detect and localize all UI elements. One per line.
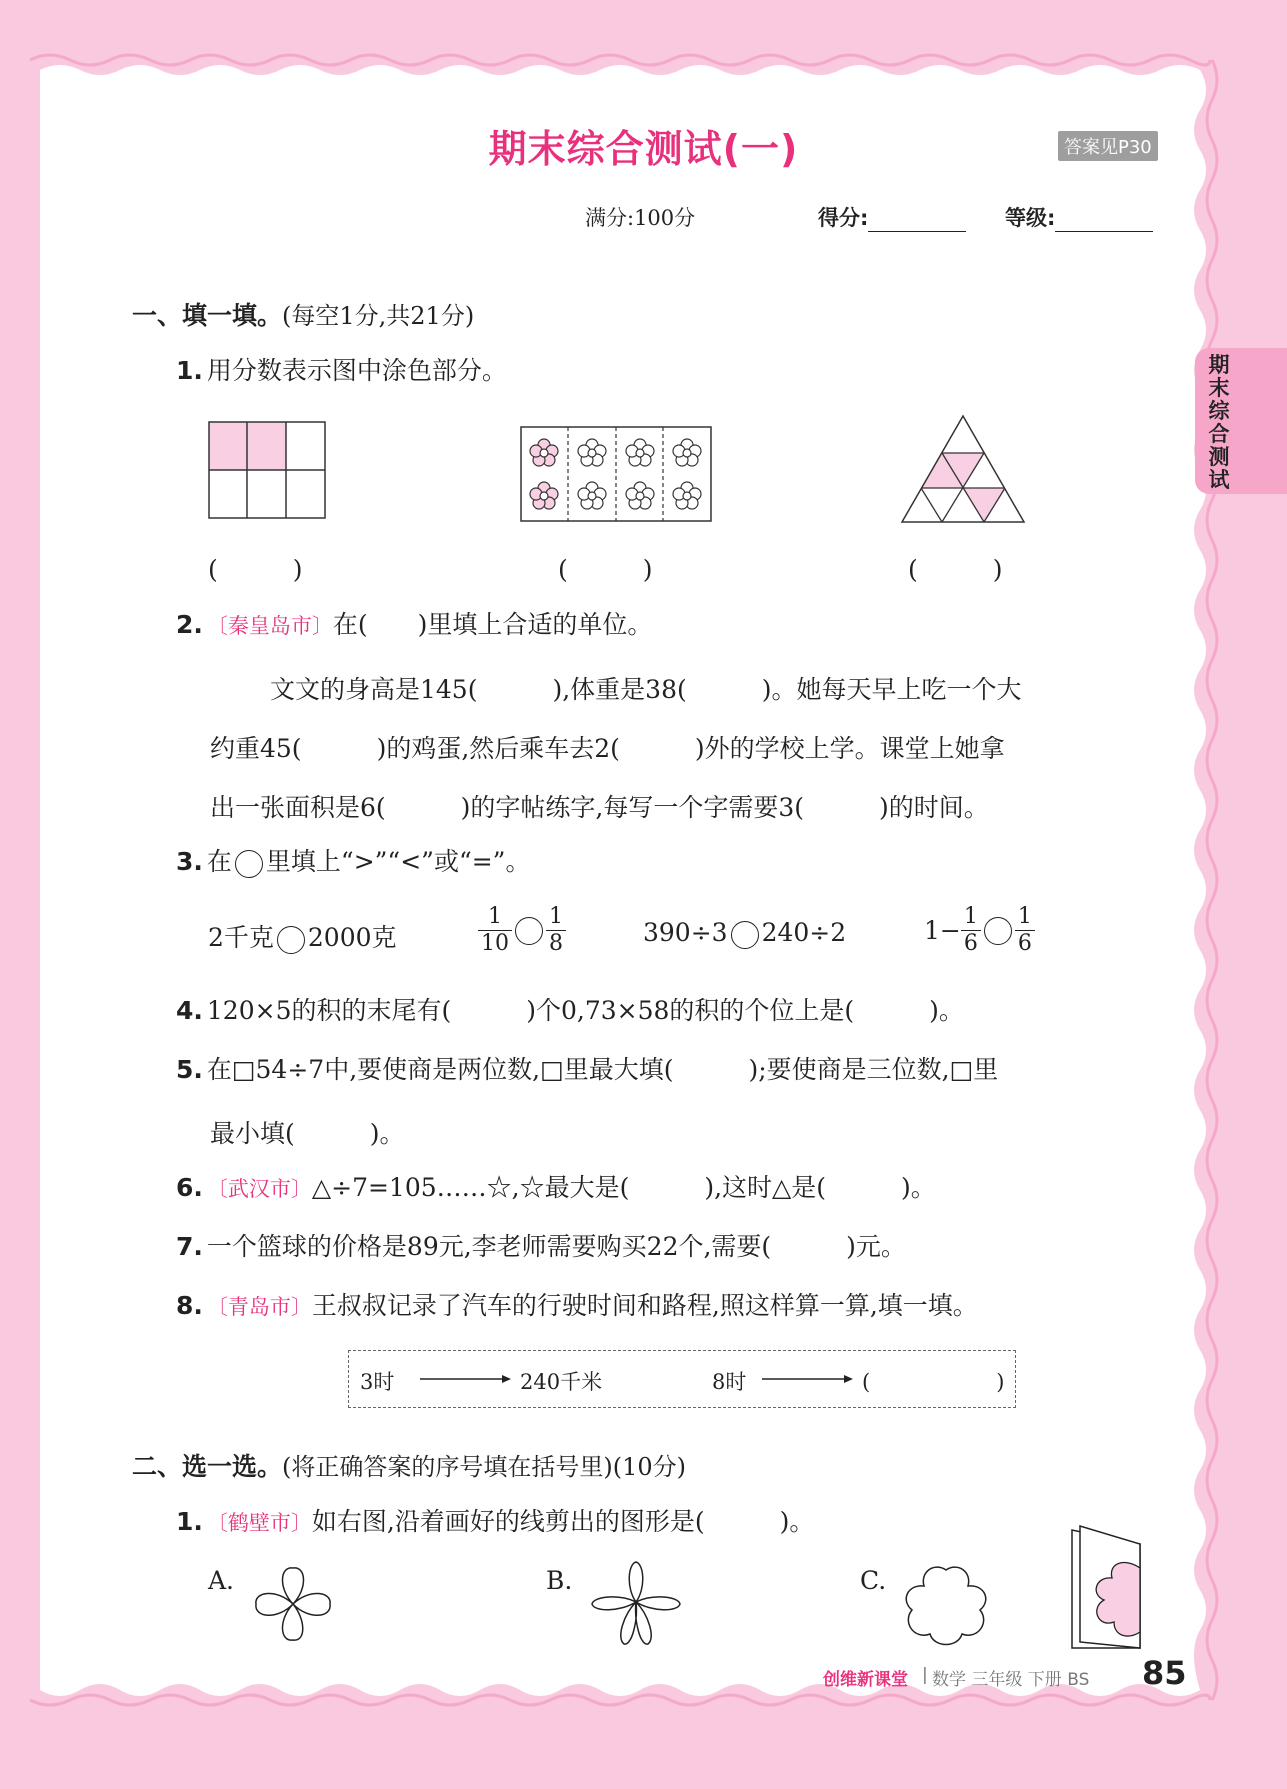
fraction: [546, 904, 566, 957]
arrow-icon: [760, 1372, 854, 1386]
triangle-figure: [900, 414, 1026, 524]
numerator: 1: [546, 904, 566, 931]
c1-right: 2000克: [307, 923, 397, 952]
denominator: 10: [481, 931, 509, 956]
score-label: 得分:: [818, 206, 869, 230]
q5: [176, 1055, 998, 1085]
circle-icon: [235, 850, 263, 878]
clover-shape-icon: [250, 1558, 336, 1648]
footer-info: 数学 三年级 下册 BS: [932, 1670, 1090, 1690]
option-b-label[interactable]: B.: [546, 1566, 573, 1595]
c1-left: 2千克: [208, 923, 274, 952]
flower-grid-figure: [520, 426, 712, 522]
speed-time-1: 3时: [360, 1370, 395, 1394]
speed-distance-1: 240千米: [520, 1370, 603, 1394]
q3-text-b: 里填上“>”“<”或“=”。: [265, 847, 531, 876]
q3-compare-4: [924, 904, 1035, 957]
q4: [176, 996, 964, 1026]
q3-text-a: 在: [206, 847, 232, 876]
q6: [176, 1173, 936, 1204]
q1-text: 用分数表示图中涂色部分。: [206, 356, 507, 385]
q8: [176, 1291, 978, 1322]
numerator: 1: [961, 904, 981, 931]
q1-answer-1[interactable]: ( ): [208, 555, 303, 584]
c4-prefix: 1−: [924, 916, 961, 945]
s2-q1-region-tag: 〔鹤壁市〕: [206, 1511, 312, 1535]
star-flower-shape-icon: [586, 1558, 686, 1648]
q3-compare-1: [208, 918, 397, 954]
q4-text: 120×5的积的末尾有( )个0,73×58的积的个位上是( )。: [206, 996, 964, 1025]
numerator: 1: [478, 904, 512, 931]
q3-compare-3: [643, 918, 846, 949]
page-title: 期末综合测试(一): [488, 127, 799, 171]
q2-region-tag: 〔秦皇岛市〕: [206, 614, 333, 638]
q2-text: 在( )里填上合适的单位。: [332, 610, 653, 639]
c3-left: 390÷3: [643, 918, 728, 947]
q5-number: 5.: [176, 1055, 203, 1084]
q6-region-tag: 〔武汉市〕: [206, 1177, 312, 1201]
q3-number: 3.: [176, 847, 203, 876]
q7: [176, 1232, 906, 1262]
q3: [176, 847, 530, 878]
arrow-icon: [418, 1372, 512, 1386]
section1-title: 一、填一填。: [132, 301, 283, 330]
compare-circle-3[interactable]: [731, 921, 759, 949]
cloud-flower-shape-icon: [900, 1560, 992, 1648]
q6-text: △÷7=105……☆,☆最大是( ),这时△是( )。: [311, 1173, 936, 1202]
s2-q1: [176, 1507, 814, 1538]
numerator: 1: [1015, 904, 1035, 931]
q1: [176, 356, 507, 386]
s2-q1-number: 1.: [176, 1507, 203, 1536]
page-number: 85: [1142, 1654, 1187, 1692]
denominator: 8: [549, 931, 563, 956]
q2-line-2: 约重45( )的鸡蛋,然后乘车去2( )外的学校上学。课堂上她拿: [210, 734, 1005, 763]
section2-heading: [132, 1447, 686, 1483]
section1-note: (每空1分,共21分): [282, 302, 475, 330]
q8-region-tag: 〔青岛市〕: [206, 1295, 312, 1319]
denominator: 6: [963, 931, 978, 956]
q2-number: 2.: [176, 610, 203, 639]
speed-time-2: 8时: [712, 1370, 747, 1394]
grade-label: 等级:: [1005, 206, 1056, 230]
section1-heading: [132, 296, 474, 332]
q8-text: 王叔叔记录了汽车的行驶时间和路程,照这样算一算,填一填。: [311, 1291, 978, 1320]
c3-right: 240÷2: [761, 918, 847, 947]
denominator: 6: [1017, 931, 1032, 956]
fraction: [961, 904, 981, 957]
side-tab-label: 期末综合测试: [1208, 353, 1230, 492]
score-field: [818, 202, 966, 232]
q2-line-3: 出一张面积是6( )的字帖练字,每写一个字需要3( )的时间。: [210, 793, 989, 822]
speed-distance-2-blank[interactable]: ( ): [862, 1370, 1005, 1394]
q5-line-2: 最小填( )。: [210, 1119, 405, 1148]
q1-answer-3[interactable]: ( ): [908, 555, 1003, 584]
footer-divider: |: [922, 1665, 928, 1685]
compare-circle-1[interactable]: [277, 926, 305, 954]
q2-line-1: 文文的身高是145( ),体重是38( )。她每天早上吃一个大: [270, 675, 1022, 704]
q7-text: 一个篮球的价格是89元,李老师需要购买22个,需要( )元。: [206, 1232, 906, 1261]
compare-circle-2[interactable]: [515, 917, 543, 945]
q3-compare-2: [478, 904, 566, 957]
full-score: 满分:100分: [585, 206, 696, 230]
s2-q1-text: 如右图,沿着画好的线剪出的图形是( )。: [311, 1507, 815, 1536]
grade-blank[interactable]: [1055, 209, 1153, 232]
q1-answer-2[interactable]: ( ): [558, 555, 653, 584]
option-a-label[interactable]: A.: [208, 1566, 235, 1595]
section2-note: (将正确答案的序号填在括号里)(10分): [282, 1453, 687, 1481]
q6-number: 6.: [176, 1173, 203, 1202]
section2-title: 二、选一选。: [132, 1452, 283, 1481]
fraction: [478, 904, 512, 957]
q1-number: 1.: [176, 356, 203, 385]
answer-reference: 答案见P30: [1058, 131, 1158, 161]
grid-figure: [208, 420, 326, 520]
grade-field: [1005, 202, 1153, 232]
q5-line-1: 在□54÷7中,要使商是两位数,□里最大填( );要使商是三位数,□里: [206, 1055, 999, 1084]
fraction: [1015, 904, 1035, 957]
option-c-label[interactable]: C.: [860, 1566, 887, 1595]
folded-paper-figure: [1068, 1524, 1142, 1650]
q8-number: 8.: [176, 1291, 203, 1320]
score-blank[interactable]: [868, 209, 966, 232]
q2: [176, 610, 652, 641]
q7-number: 7.: [176, 1232, 203, 1261]
q4-number: 4.: [176, 996, 203, 1025]
compare-circle-4[interactable]: [984, 917, 1012, 945]
footer-brand: 创维新课堂: [823, 1670, 908, 1690]
